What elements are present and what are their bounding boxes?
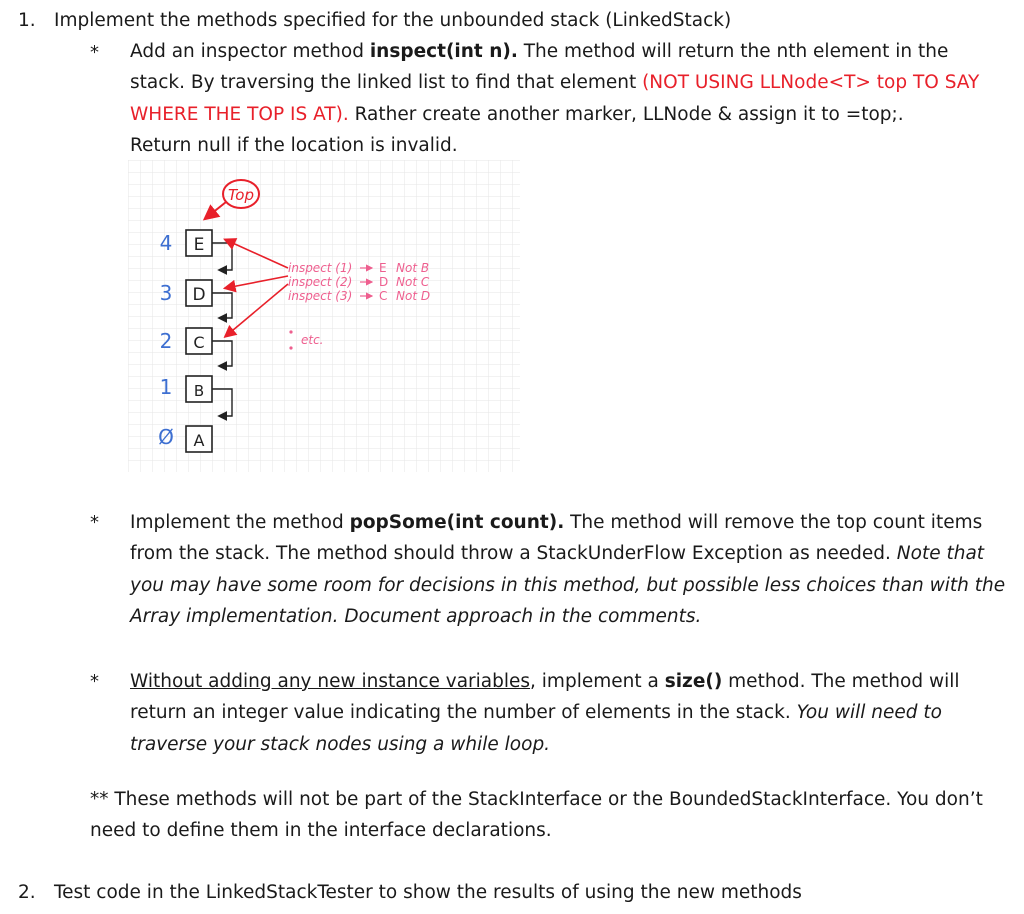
bullet-1-text: Add an inspector method inspect(int n). The method will return the nth element in the stack. By traversing the linked list to find that element (NOT USING LLNode<T> top TO SAY WHERE THE TOP IS AT). Rather create another marker, LLNode & assign it to =top;. bbox=[130, 41, 980, 125]
bullet-2-text: Implement the method popSome(int count). The method will remove the top count items from the stack. The method should throw a StackUnderFlow Exception as needed. Note that you may have some room for decisions in this method, but possible less choices than with the Array implementation. Document approach in the comments. bbox=[130, 512, 1006, 627]
size-method-name: size() bbox=[664, 671, 723, 692]
inspect-not-1: Not B bbox=[396, 261, 430, 275]
linked-stack-diagram bbox=[128, 160, 520, 472]
inspect-call-3: inspect (3) bbox=[288, 289, 353, 303]
bullet-3-text: Without adding any new instance variables, implement a size() method. The method will return an integer value indicating the number of elements in the stack. You will need to traverse your stack nodes using a while loop. bbox=[130, 671, 960, 755]
item-2-number: 2. bbox=[18, 882, 36, 903]
node-value-e: E bbox=[193, 235, 205, 255]
etc-dot-1 bbox=[289, 330, 292, 333]
node-index-2: 2 bbox=[159, 329, 173, 353]
inspect-result-2: D bbox=[379, 275, 389, 289]
bullet-1-return-null: Return null if the location is invalid. bbox=[130, 135, 458, 156]
etc-note: etc. bbox=[301, 333, 324, 347]
item-2-text: Test code in the LinkedStackTester to show the results of using the new methods bbox=[54, 882, 802, 903]
node-value-a: A bbox=[193, 431, 205, 450]
inspect-method-name: inspect(int n). bbox=[369, 41, 518, 62]
red-warning: (NOT USING LLNode<T> top TO SAY WHERE THE TOP IS AT). bbox=[130, 72, 980, 125]
etc-dot-2 bbox=[289, 346, 292, 349]
inspect-not-3: Not D bbox=[396, 289, 431, 303]
bullet-marker-3: * bbox=[90, 671, 99, 692]
node-value-b: B bbox=[193, 382, 205, 400]
inspect-result-1: E bbox=[379, 261, 387, 275]
size-note: You will need to traverse your stack nodes using a while loop. bbox=[130, 702, 942, 755]
inspect-not-2: Not C bbox=[396, 275, 430, 289]
no-new-variables-text: Without adding any new instance variables bbox=[130, 671, 531, 692]
inspect-result-3: C bbox=[379, 289, 388, 303]
inspect-call-2: inspect (2) bbox=[288, 275, 353, 289]
item-1-number: 1. bbox=[18, 10, 36, 31]
bullet-marker-2: * bbox=[90, 512, 99, 533]
node-value-d: D bbox=[192, 285, 206, 305]
popsome-method-name: popSome(int count). bbox=[349, 512, 565, 533]
node-value-c: C bbox=[193, 333, 205, 352]
interface-note: ** These methods will not be part of the StackInterface or the BoundedStackInterface. You don’t need to define them in the interface declarations. bbox=[90, 789, 983, 842]
bullet-marker-1: * bbox=[90, 42, 99, 63]
inspect-call-1: inspect (1) bbox=[288, 261, 353, 275]
node-index-4: 4 bbox=[159, 231, 173, 255]
node-index-3: 3 bbox=[159, 281, 173, 305]
node-index-0: Ø bbox=[158, 425, 174, 449]
top-label: Top bbox=[227, 186, 255, 204]
item-1-heading: Implement the methods specified for the unbounded stack (LinkedStack) bbox=[54, 10, 732, 31]
popsome-note: Note that you may have some room for decisions in this method, but possible less choices than with the Array implementation. Document approach in the comments. bbox=[130, 543, 1006, 627]
node-index-1: 1 bbox=[159, 375, 173, 399]
